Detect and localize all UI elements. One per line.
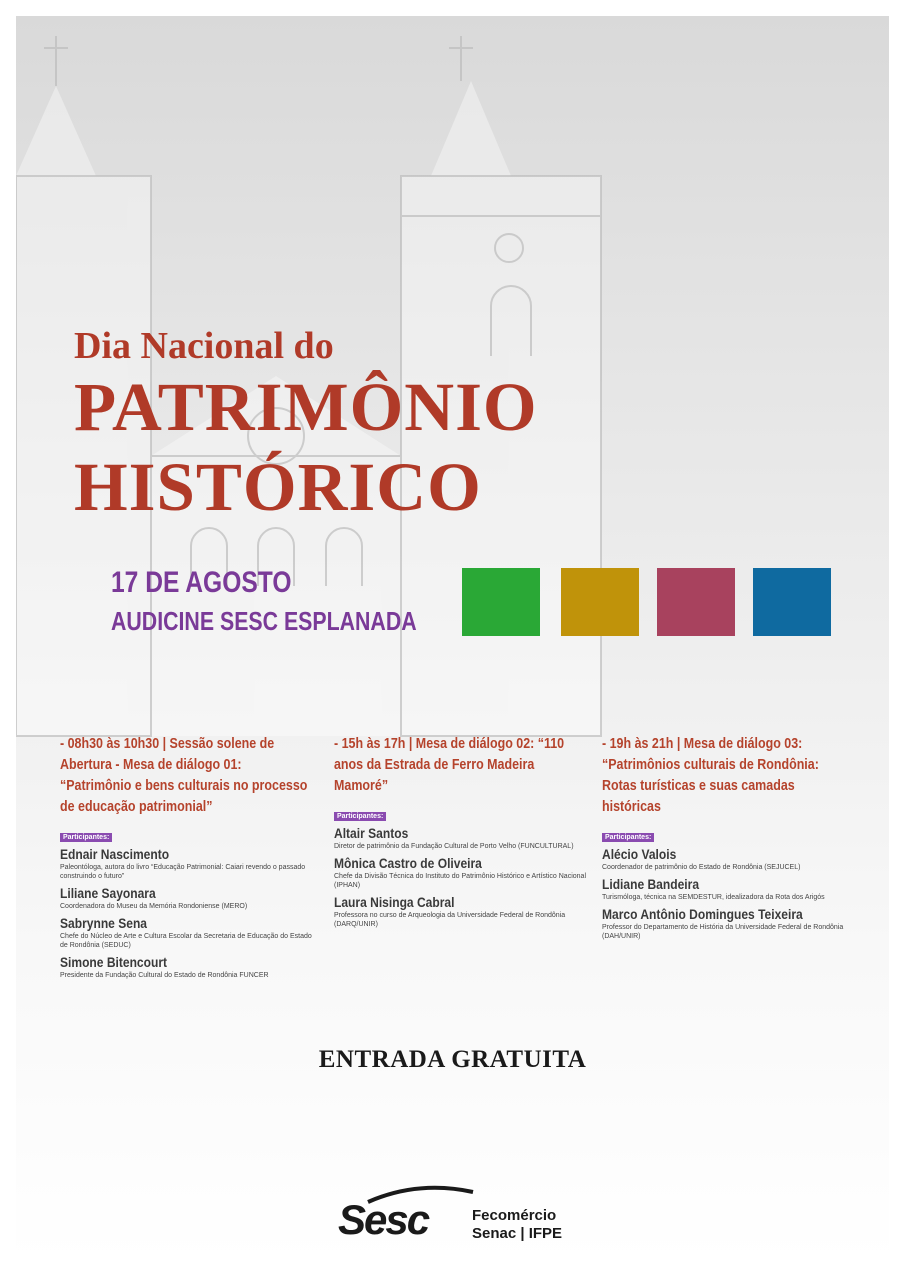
- blue-square: [753, 568, 831, 636]
- session-description: - 19h às 21h | Mesa de diálogo 03: “Patrimônios culturais de Rondônia: Rotas turísticas e suas camadas históricas: [602, 736, 819, 815]
- session-description: - 15h às 17h | Mesa de diálogo 02: “110 anos da Estrada de Ferro Madeira Mamoré”: [334, 736, 565, 794]
- participant-role: Presidente da Fundação Cultural do Estado de Rondônia FUNCER: [60, 972, 269, 979]
- fecomercio-logo-text: Fecomércio: [472, 1207, 557, 1224]
- participant-name: Altair Santos: [334, 825, 409, 841]
- senac-ifpe-logo-text: Senac | IFPE: [472, 1225, 563, 1242]
- participant-role: Paleontóloga, autora do livro “Educação Patrimonial: Caiari revendo o passado construindo o futuro”: [60, 864, 306, 880]
- free-entry-notice: ENTRADA GRATUITA: [318, 1046, 587, 1073]
- participants-tag: Participantes:: [60, 833, 112, 842]
- participant-name: Laura Nisinga Cabral: [334, 894, 455, 910]
- participant-name: Alécio Valois: [602, 846, 677, 862]
- participant-role: Chefe da Divisão Técnica do Instituto do Patrimônio Histórico e Artístico Nacional (IPHAN): [334, 873, 586, 889]
- session-description: - 08h30 às 10h30 | Sessão solene de Abertura - Mesa de diálogo 01: “Patrimônio e bens culturais no processo de educação patrimonial”: [60, 736, 308, 815]
- green-square: [462, 568, 540, 636]
- sesc-logo-text: Sesc: [338, 1196, 429, 1243]
- participant-name: Simone Bitencourt: [60, 954, 168, 970]
- participant-name: Sabrynne Sena: [60, 915, 147, 931]
- sponsor-logos: [338, 1186, 588, 1246]
- event-poster: [16, 16, 889, 1262]
- gold-square: [561, 568, 639, 636]
- session-column-1: [60, 734, 350, 984]
- event-date: 17 DE AGOSTO: [111, 566, 292, 599]
- participants-tag: Participantes:: [602, 833, 654, 842]
- session-column-3: [602, 734, 862, 945]
- church-background-image: [16, 16, 889, 1262]
- title-line-patrimonio: PATRIMÔNIO: [74, 369, 538, 445]
- participants-tag: Participantes:: [334, 812, 386, 821]
- session-column-2: [334, 734, 624, 933]
- participant-name: Lidiane Bandeira: [602, 876, 700, 892]
- participant-role: Chefe do Núcleo de Arte e Cultura Escolar da Secretaria de Educação do Estado de Rondônia (SEDUC): [60, 933, 312, 949]
- participant-role: Professor do Departamento de História da Universidade Federal de Rondônia (DAH/UNIR): [602, 924, 844, 940]
- participant-name: Liliane Sayonara: [60, 885, 156, 901]
- event-venue: AUDICINE SESC ESPLANADA: [111, 606, 417, 636]
- title-line-historico: HISTÓRICO: [74, 449, 482, 525]
- participant-role: Coordenadora do Museu da Memória Rondoniense (MERO): [60, 903, 248, 910]
- participant-role: Professora no curso de Arqueologia da Universidade Federal de Rondônia (DARQ/UNIR): [334, 912, 566, 928]
- participant-role: Turismóloga, técnica na SEMDESTUR, idealizadora da Rota dos Arigós: [602, 894, 825, 901]
- participant-role: Coordenador de patrimônio do Estado de Rondônia (SEJUCEL): [602, 864, 801, 871]
- title-line-small: Dia Nacional do: [74, 325, 334, 367]
- participant-name: Mônica Castro de Oliveira: [334, 855, 482, 871]
- rose-square: [657, 568, 735, 636]
- participant-role: Diretor de patrimônio da Fundação Cultural de Porto Velho (FUNCULTURAL): [334, 843, 574, 850]
- participant-name: Marco Antônio Domingues Teixeira: [602, 906, 803, 922]
- participant-name: Ednair Nascimento: [60, 846, 170, 862]
